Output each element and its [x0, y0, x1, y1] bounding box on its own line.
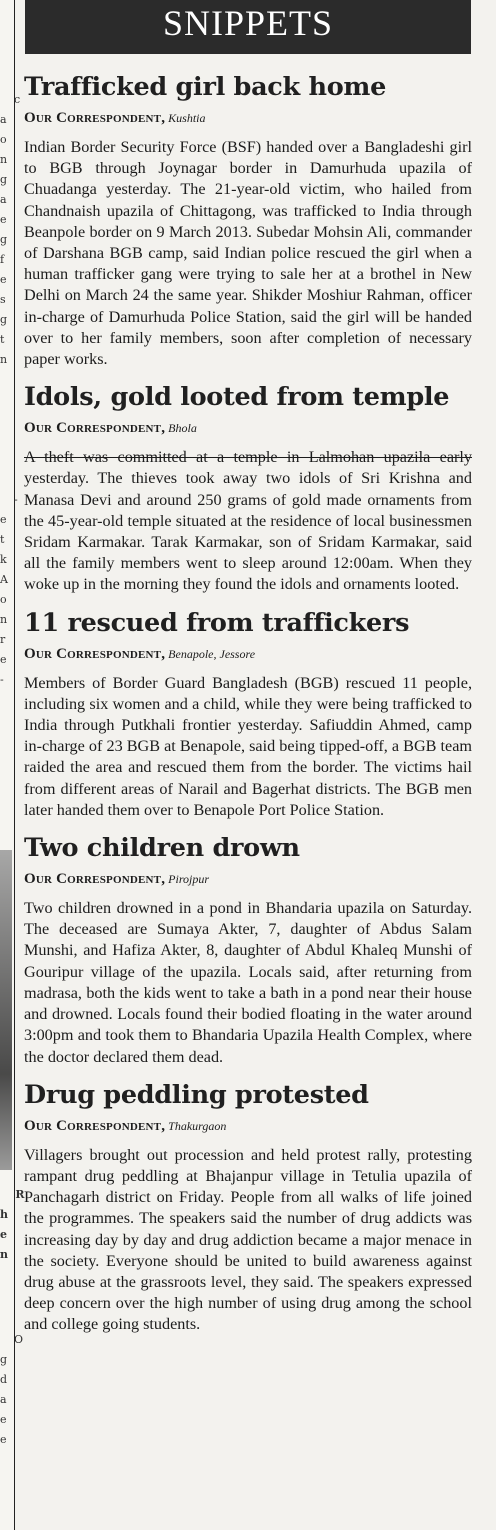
story-byline — [24, 108, 472, 128]
story-headline: Two children drown — [24, 833, 300, 864]
byline-correspondent: Our Correspondent, — [24, 420, 166, 437]
byline-place: Benapole, Jessore — [168, 646, 256, 661]
story-body: Members of Border Guard Bangladesh (BGB) rescued 11 people, including six women and a child, while they were being trafficked to India through Putkhali frontier yesterday. Safiuddin Ahmed, camp in-charge of 23 BGB at Benapole, said being tipped-off, a BGB team raided the area and rescued them from the border. The victims hail from different areas of Narail and Bagerhat districts. The BGB men later handed them over to Benapole Port Police Station. — [24, 673, 472, 819]
gutter-text-bottom: O g d a e e — [0, 1333, 24, 1446]
byline-place: Pirojpur — [168, 872, 210, 887]
byline-correspondent: Our Correspondent, — [24, 871, 166, 888]
story-body: Two children drowned in a pond in Bhandaria upazila on Saturday. The deceased are Sumaya Akter, 7, daughter of Abdus Salam Munshi, and Hafiza Akter, 8, daughter of Abdul Khaleq Munshi of Gouripur village of the upazila. Locals said, after returning from madrasa, both the kids went to take a bath in a pond near their house and drowned. Locals found their bodied floating in the water around 3:00pm and took them to Bhandaria Upazila Health Complex, where the doctor declared them dead. — [24, 899, 472, 1066]
byline-correspondent: Our Correspondent, — [24, 1117, 166, 1134]
story-trafficked-girl — [24, 70, 472, 374]
story-children-drown — [24, 831, 472, 1072]
byline-place: Kushtia — [168, 111, 206, 125]
adjacent-column-gutter — [0, 0, 25, 1530]
story-body: Indian Border Security Force (BSF) handed over a Bangladeshi girl to BGB through Joynagar border in Damurhuda upazila of Chuadanga yesterday. The 21-year-old victim, who hailed from Chandnaish upazila of Chittagong, was trafficked to India through Beanpole border on 9 March 2013. Subedar Mohsin Ali, commander of Darshana BGB camp, said Indian police rescued the girl when a human trafficker gang were trying to sale her at a brothel in New Delhi on March 24 the same year. Shikder Moshiur Rahman, officer in-charge of Damurhuda Police Station, said the girl will be handed over to her family members, soon after completion of necessary paper works. — [24, 138, 472, 369]
story-byline — [24, 1116, 472, 1136]
byline-correspondent: Our Correspondent, — [24, 645, 166, 662]
byline-place: Bhola — [168, 421, 197, 436]
story-headline: Trafficked girl back home — [24, 72, 387, 102]
byline-correspondent: Our Correspondent, — [24, 110, 166, 126]
gutter-text-top: c a o n g a e g f e s g t n — [0, 93, 21, 366]
section-masthead: SNIPPETS — [25, 0, 471, 54]
story-headline: Idols, gold looted from temple — [24, 382, 450, 413]
story-byline — [24, 644, 472, 664]
story-body — [24, 447, 472, 599]
gutter-text-lower: R h e n — [0, 1188, 25, 1261]
news-column — [24, 70, 472, 1346]
story-headline: 11 rescued from traffickers — [24, 607, 410, 638]
story-idols-looted — [24, 380, 472, 599]
story-body-struck-line: A theft was committed at a temple in Lalmohan upazila early — [24, 448, 472, 467]
adjacent-photo-fragment — [0, 850, 12, 1170]
story-rescued-traffickers — [24, 606, 472, 825]
story-byline — [24, 418, 472, 438]
gutter-text-middle: - e t k A o n r e - — [0, 493, 18, 686]
story-body: Villagers brought out procession and held protest rally, protesting rampant drug peddling at Bhajanpur village in Tetulia upazila of Panchagarh district on Friday. People from all walks of life joined the programmes. The speakers said the number of drug addicts was increasing day by day and drug addiction became a major menace in the society. Everyone should be united to build awareness against drug abuse at the grassroots level, they said. The speakers expressed deep concern over the high number of using drug among the school and college going students. — [24, 1145, 472, 1334]
byline-place: Thakurgaon — [168, 1118, 227, 1133]
story-drug-protest — [24, 1078, 472, 1340]
story-byline — [24, 869, 472, 889]
story-body-text: yesterday. The thieves took away two idols of Sri Krishna and Manasa Devi and around 250 grams of gold made ornaments from the 45-year-old temple situated at the residence of local businessmen Sridam Karmakar. Tarak Karmakar, son of Sridam Karmakar, said all the family members went to sleep around 12:00am. When they woke up in the morning they found the idols and ornaments looted. — [24, 469, 472, 594]
story-headline: Drug peddling protested — [24, 1079, 369, 1110]
